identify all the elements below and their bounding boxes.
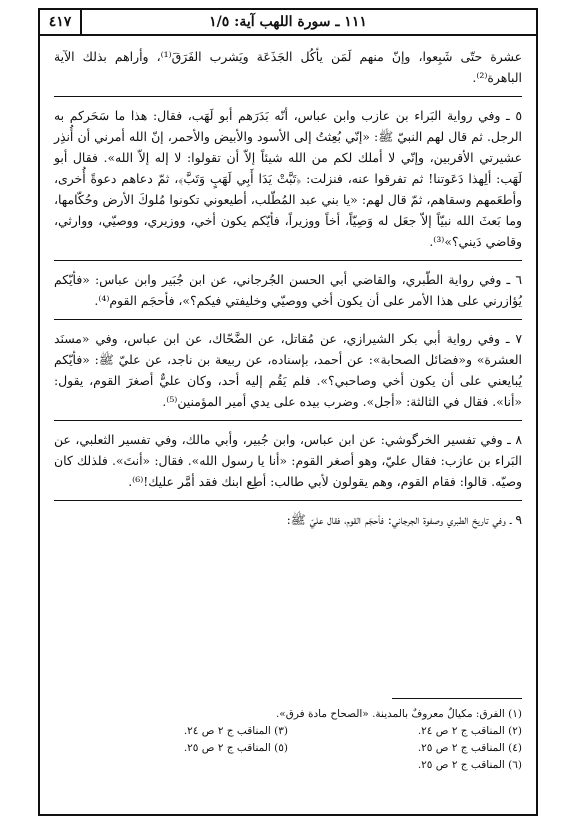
divider <box>54 96 522 97</box>
page-number: ٤١٧ <box>40 10 82 34</box>
main-text <box>54 46 522 530</box>
running-title: ١١١ ـ سورة اللهب آية: ١/٥ <box>209 14 367 30</box>
paragraph-7: ٧ ـ وفي رواية أبي بكر الشيرازي، عن مُقاتل، عن الضَّحّاك، عن ابن عباس، وفي «مسنَد العشرة» و«فضائل الصحابة»: عن أحمد، بإسناده، عن ربيعة بن ناجد، عن عليّ ﷺ: «فأيّكم يُبايعني على أن يكون أخي وصاحبي؟». فلم يَقُم إليه أحد، وكان عليٌّ أصغرَ القوم، يقول: «أنا». فقال في الثالثة: «أجل». وضرب بيده على يدي أمير المؤمنين⁽⁵⁾. <box>54 331 522 409</box>
footnote-4: (٤) المناقب ج ٢ ص ٢٥. <box>417 742 522 754</box>
footnote-1: (١) الفرق: مكيالٌ معروفٌ بالمدينة. «الصحاح مادة فرق». <box>275 708 522 720</box>
page-frame <box>38 8 538 816</box>
divider <box>54 260 522 261</box>
footnote-3: (٣) المناقب ج ٢ ص ٢٤. <box>183 725 288 737</box>
divider <box>54 420 522 421</box>
footnote-separator <box>392 698 522 699</box>
divider <box>54 319 522 320</box>
divider <box>54 500 522 501</box>
footnote-2: (٢) المناقب ج ٢ ص ٢٤. <box>417 725 522 737</box>
paragraph-6: ٦ ـ وفي رواية الطّبري، والقاضي أبي الحسن الجُرجاني، عن ابن جُبَير وابن عباس: «فأيّكم يُؤازرني على هذا الأمر على أن يكون أخي ووصيّي وخليفتي فيكم؟»، فأحجَم القوم⁽⁴⁾. <box>54 272 522 308</box>
footnote-5: (٥) المناقب ج ٢ ص ٢٥. <box>183 742 288 754</box>
paragraph-9: ٩ ـ وفي تاريخ الطبري وصفوة الجرجاني: فأحجَم القوم، فقال عليّ ﷺ: <box>286 512 522 527</box>
footnote-6: (٦) المناقب ج ٢ ص ٢٥. <box>417 759 522 771</box>
paragraph-intro: عشرة حتّى شَبِعوا، وإنّ منهم لَمَن يأكُل الجَذَعَة ويَشرب الفَرَقَ⁽¹⁾، وأراهم بذلك الآية الباهرة⁽²⁾. <box>54 49 522 85</box>
paragraph-8: ٨ ـ وفي تفسير الخرگوشي: عن ابن عباس، وابن جُبير، وأبي مالك، وفي تفسير الثعلبي، عن البَراء بن عازب: فقال عليّ، وهو أصغر القوم: «أنا يا رسول الله». فقال: «أنتَ». فلذلك كان وصيّه. قالوا: فقام القوم، وهم يقولون لأبي طالب: أطِع ابنك فقد أمَّر عليك!⁽⁶⁾. <box>54 432 522 489</box>
footnotes <box>54 706 522 774</box>
paragraph-5: ٥ ـ وفي رواية البَراء بن عازب وابن عباس، أنّه بَدَرَهم أبو لَهَب، فقال: هذا ما سَحَركم به الرجل. ثم قال لهم النبيّ ﷺ: «إنّي بُعِثتُ إلى الأسود والأبيض والأحمر، إنّ الله أمرني أن أُنذِر عشيرتي الأقربين، وإنّي لا أملك لكم من الله شيئاً إلاّ أن تقولوا: لا إله إلاّ الله». فقال أبو لَهَب: ألِهذا دَعَوتنا! ثم تفرقوا عنه، فنزلت: ﴿تَبَّتْ يَدَا أَبِي لَهَبٍ وَتَبَّ﴾، ثمّ دعاهم دعوةً أُخرى، وأطعَمهم وسقاهم، ثمّ قال لهم: «يا بني عبد المُطّلب، أطيعوني تكونوا مُلوكَ الأرض وحُكّامها، وما بَعثَ الله نبيّاً إلاّ جعَل له وَصِيّاً، أخاً ووزيراً، فأيّكم يكون أخي، ووزيري، ووصيّي، ووارثي، وقاضي دَيني؟»⁽³⁾. <box>54 108 522 249</box>
page-header <box>40 10 536 36</box>
